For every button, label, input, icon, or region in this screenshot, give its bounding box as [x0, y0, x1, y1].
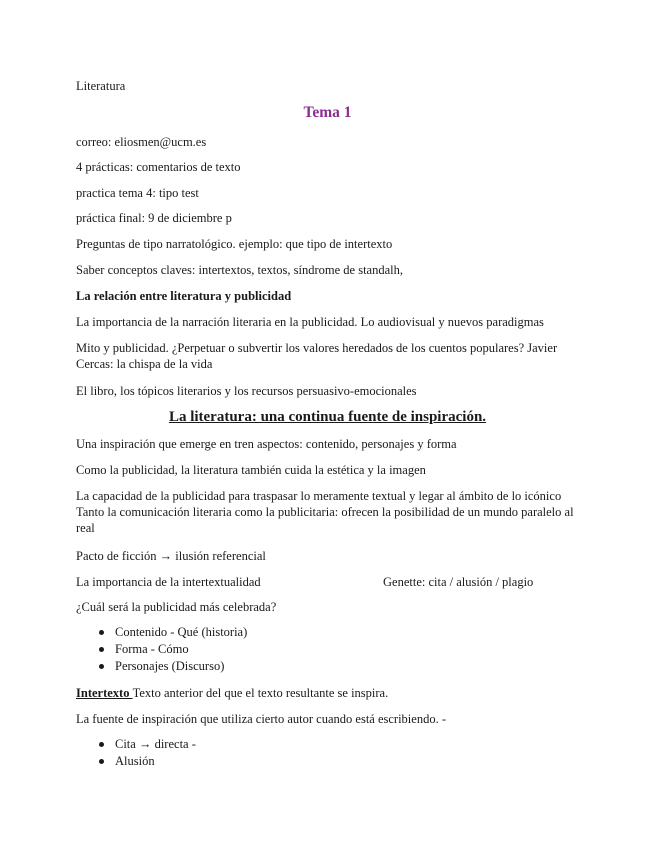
list-item — [76, 753, 196, 770]
paragraph-practicas: 4 prácticas: comentarios de texto — [76, 160, 241, 174]
paragraph-mito: Mito y publicidad. ¿Perpetuar o subvertir los valores heredados de los cuentos populares? Javier Cercas: la chispa de la vida — [76, 341, 558, 371]
bullet-list-tipos — [76, 736, 196, 770]
paragraph-estetica: Como la publicidad, la literatura también cuida la estética y la imagen — [76, 463, 426, 477]
paragraph-capacidad: La capacidad de la publicidad para traspasar lo meramente textual y legar al ámbito de lo icónico Tanto la comunicación literaria como la publicitaria: ofrecen la posibilidad de un mundo paralelo al real — [76, 489, 574, 535]
list-item-label: Cita → directa - — [115, 737, 196, 751]
paragraph-intertextualidad: La importancia de la intertextualidad — [76, 575, 261, 589]
paragraph-final: práctica final: 9 de diciembre p — [76, 211, 232, 225]
paragraph-conceptos: Saber conceptos claves: intertextos, textos, síndrome de standalh, — [76, 263, 403, 277]
list-item — [76, 641, 247, 658]
bullet-icon — [99, 664, 104, 669]
list-item — [76, 624, 247, 641]
paragraph-fuente: La fuente de inspiración que utiliza cierto autor cuando está escribiendo. - — [76, 712, 446, 726]
doc-header: Literatura — [76, 79, 126, 93]
paragraph-inspiracion: Una inspiración que emerge en tren aspectos: contenido, personajes y forma — [76, 437, 457, 451]
list-item-label: Forma - Cómo — [115, 642, 189, 656]
bullet-icon — [99, 759, 104, 764]
list-item-label: Personajes (Discurso) — [115, 659, 225, 673]
heading-literatura: La literatura: una continua fuente de inspiración. — [168, 409, 487, 425]
bullet-icon — [99, 742, 104, 747]
paragraph-tema4: practica tema 4: tipo test — [76, 186, 199, 200]
paragraph-preguntas: Preguntas de tipo narratológico. ejemplo: que tipo de intertexto — [76, 237, 393, 251]
paragraph-narracion: La importancia de la narración literaria en la publicidad. Lo audiovisual y nuevos paradigmas — [76, 315, 544, 329]
bullet-icon — [99, 630, 104, 635]
list-item — [76, 736, 196, 753]
paragraph-libro: El libro, los tópicos literarios y los recursos persuasivo-emocionales — [76, 384, 417, 398]
paragraph-celebrada: ¿Cuál será la publicidad más celebrada? — [76, 600, 277, 614]
section-title: Tema 1 — [303, 104, 352, 121]
bullet-list-aspectos — [76, 624, 247, 675]
bullet-icon — [99, 647, 104, 652]
paragraph-genette: Genette: cita / alusión / plagio — [383, 575, 534, 589]
list-item — [76, 658, 247, 675]
paragraph-email: correo: eliosmen@ucm.es — [76, 135, 207, 149]
paragraph-intertexto — [76, 685, 388, 701]
subheading-relacion: La relación entre literatura y publicidad — [76, 289, 292, 303]
term-intertexto: Intertexto — [76, 686, 133, 700]
definition-intertexto: Texto anterior del que el texto resultante se inspira. — [132, 686, 389, 700]
paragraph-pacto: Pacto de ficción → ilusión referencial — [76, 549, 266, 563]
list-item-label: Alusión — [115, 754, 155, 768]
list-item-label: Contenido - Qué (historia) — [115, 625, 248, 639]
